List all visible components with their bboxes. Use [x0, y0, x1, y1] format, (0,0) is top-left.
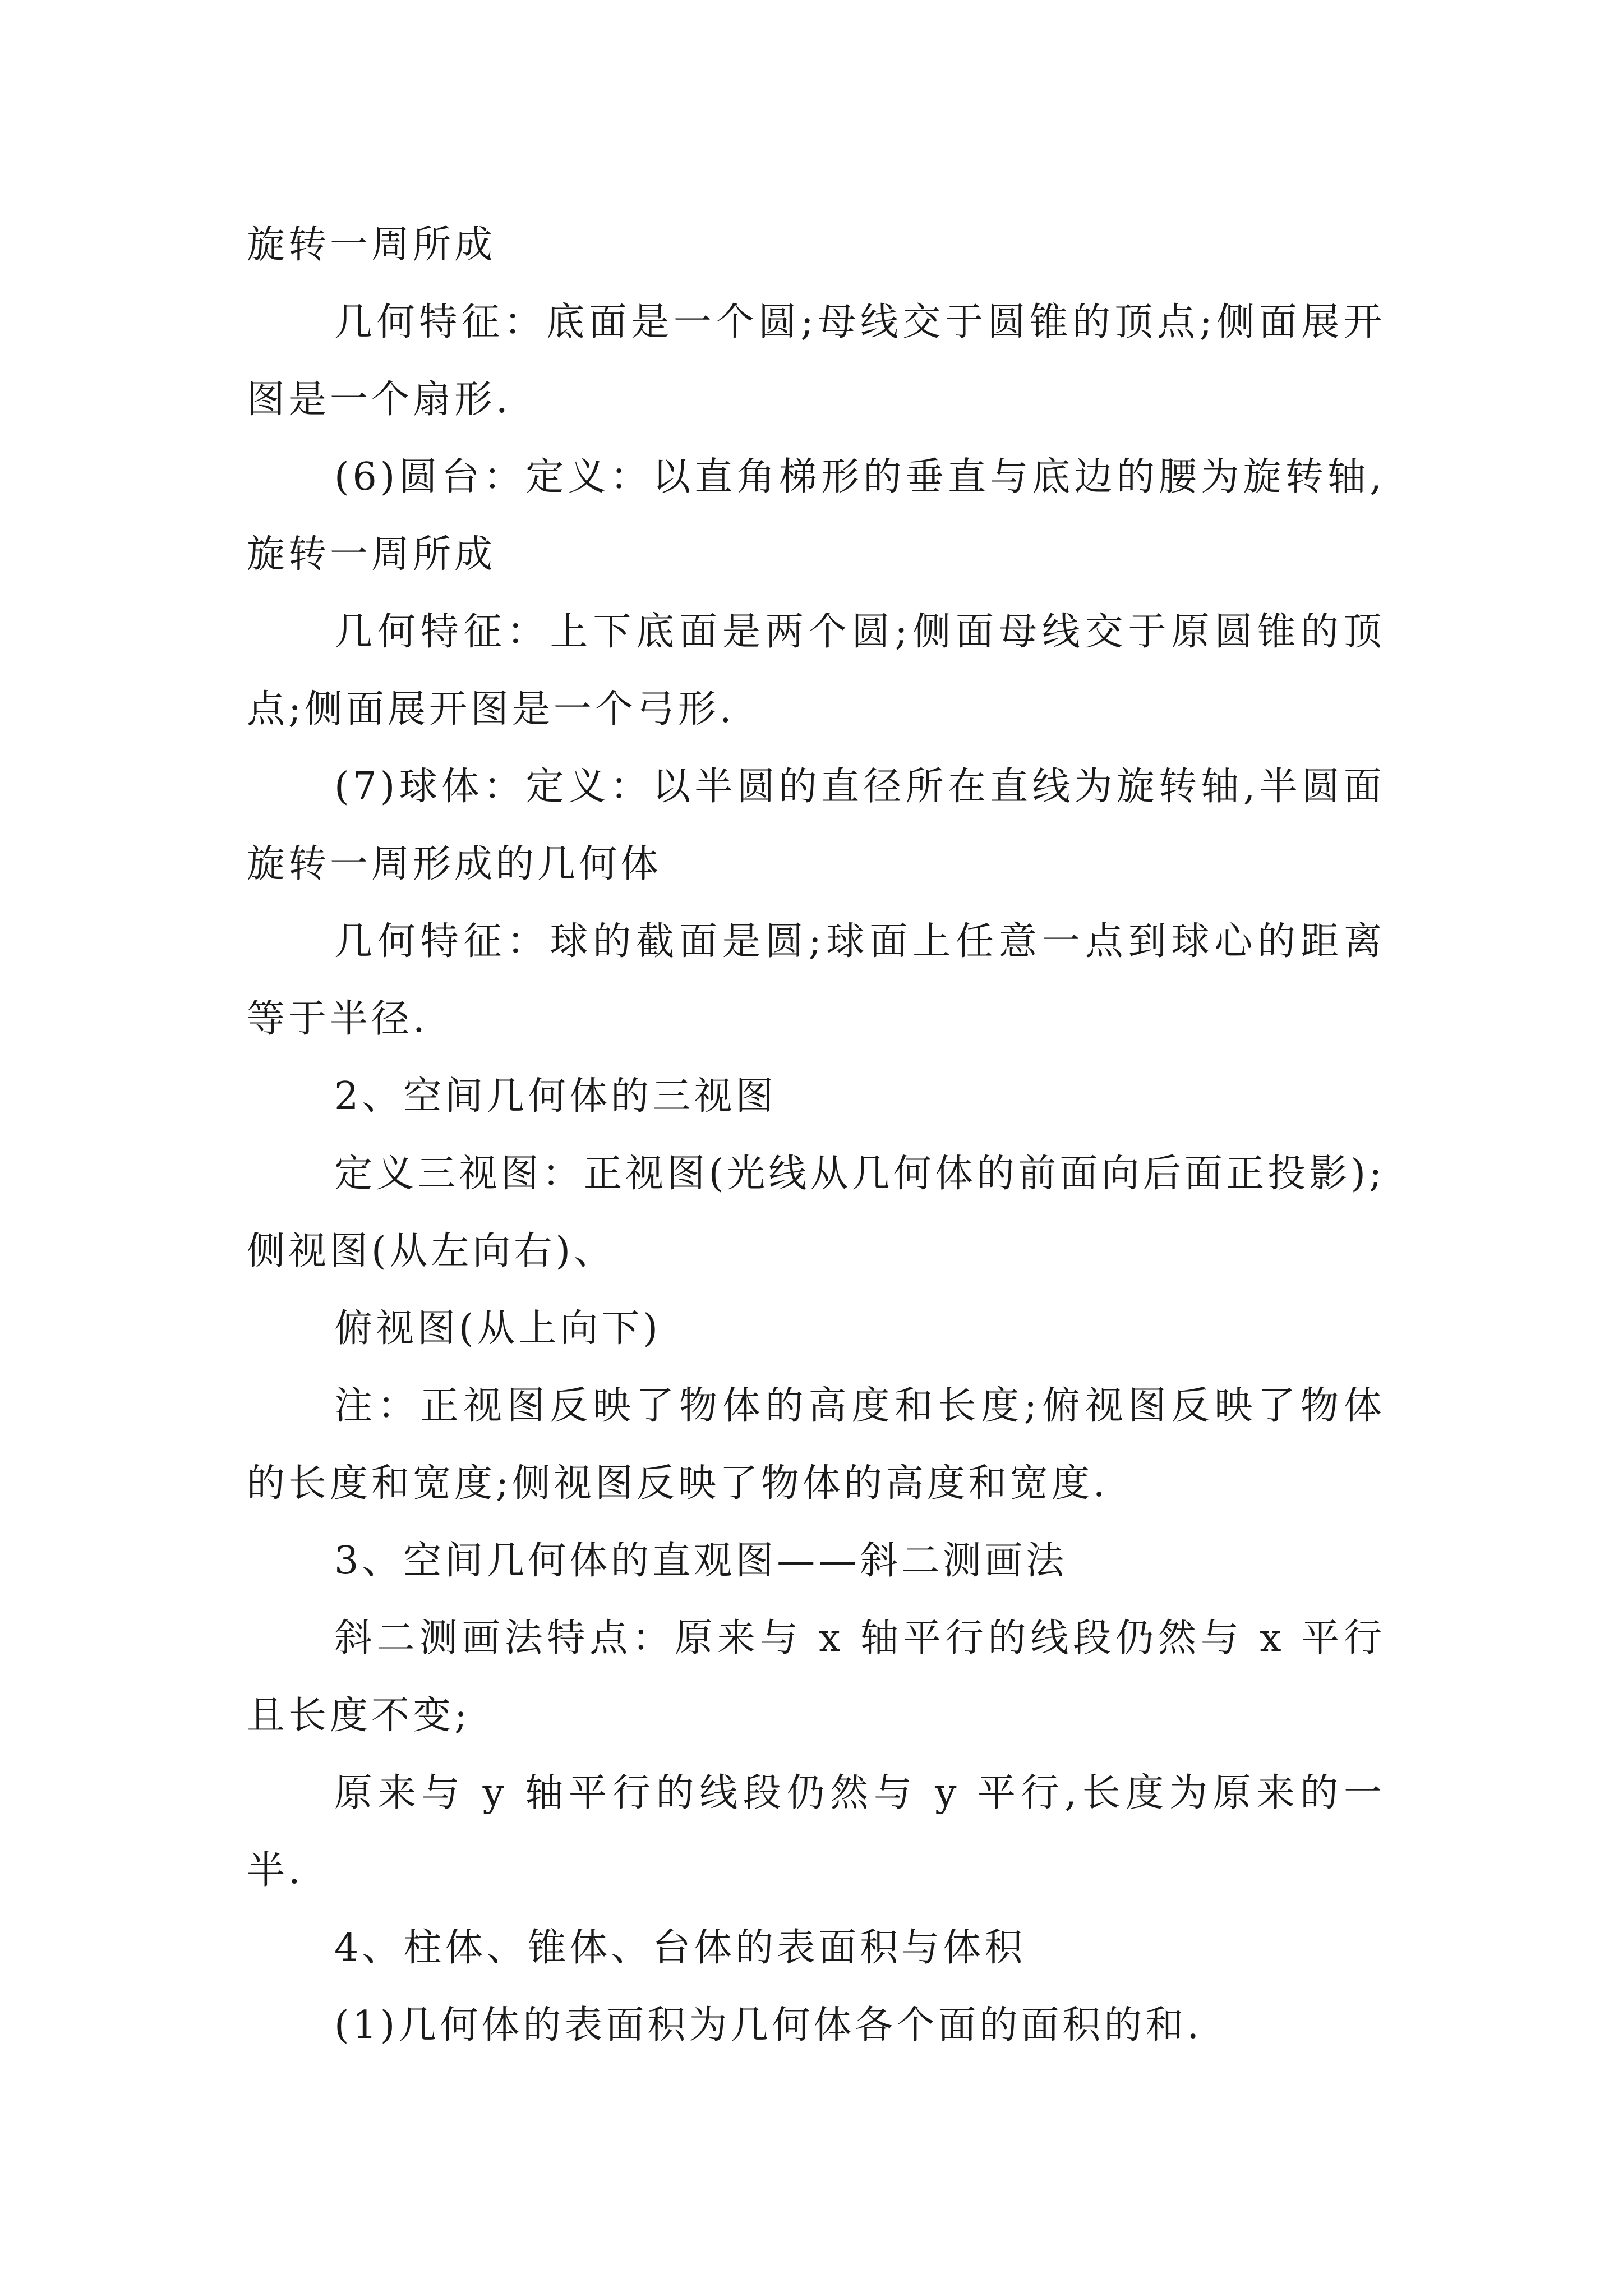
paragraph-2: 几何特征：底面是一个圆;母线交于圆锥的顶点;侧面展开图是一个扇形. [247, 300, 1385, 422]
paragraph-3: (6)圆台：定义：以直角梯形的垂直与底边的腰为旋转轴,旋转一周所成 [247, 455, 1385, 577]
document-body [247, 206, 1385, 2064]
paragraph-6: 几何特征：球的截面是圆;球面上任意一点到球心的距离等于半径. [247, 919, 1385, 1041]
paragraph-1: 旋转一周所成 [247, 223, 496, 267]
paragraph-15: (1)几何体的表面积为几何体各个面的面积的和. [334, 2003, 1202, 2047]
paragraph-10: 注：正视图反映了物体的高度和长度;俯视图反映了物体的长度和宽度;侧视图反映了物体的高度和宽度. [247, 1384, 1385, 1506]
paragraph-13: 原来与 y 轴平行的线段仍然与 y 平行,长度为原来的一半. [247, 1771, 1385, 1893]
paragraph-12: 斜二测画法特点：原来与 x 轴平行的线段仍然与 x 平行且长度不变; [247, 1616, 1385, 1738]
paragraph-4: 几何特征：上下底面是两个圆;侧面母线交于原圆锥的顶点;侧面展开图是一个弓形. [247, 610, 1385, 731]
paragraph-9: 俯视图(从上向下) [334, 1306, 662, 1351]
paragraph-5: (7)球体：定义：以半圆的直径所在直线为旋转轴,半圆面旋转一周形成的几何体 [247, 765, 1385, 886]
section-heading-4: 4、柱体、锥体、台体的表面积与体积 [334, 1926, 1026, 1970]
section-heading-2: 2、空间几何体的三视图 [334, 1074, 777, 1119]
section-heading-3: 3、空间几何体的直观图——斜二测画法 [334, 1539, 1068, 1583]
paragraph-8: 定义三视图：正视图(光线从几何体的前面向后面正投影);侧视图(从左向右)、 [247, 1152, 1385, 1273]
